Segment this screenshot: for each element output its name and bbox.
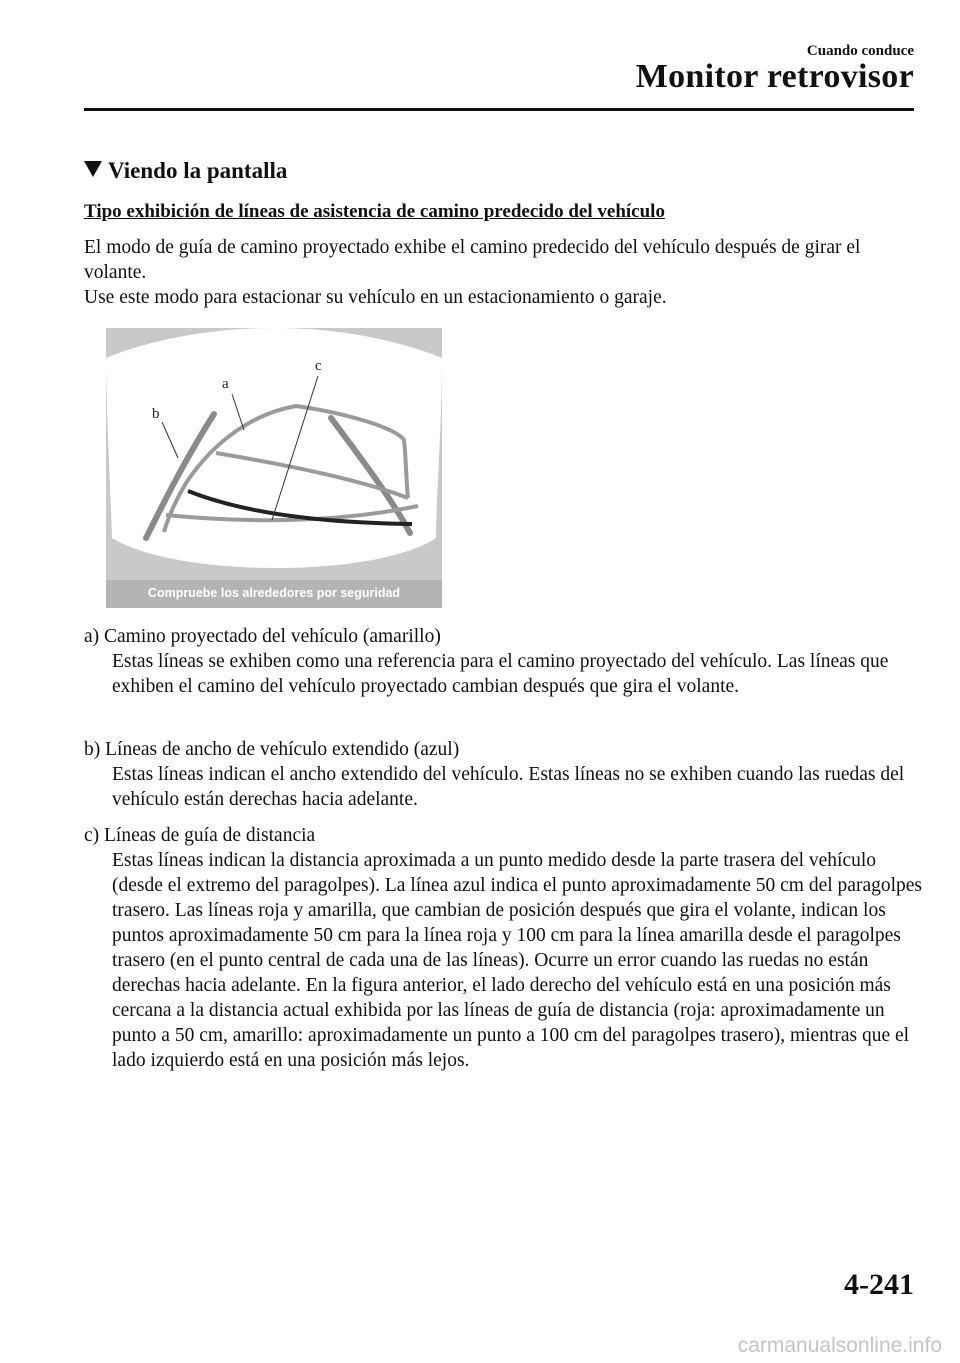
page-number: 4-241 (844, 1268, 914, 1301)
intro-paragraph-2: Use este modo para estacionar su vehículo en un estacionamiento o garaje. (84, 287, 667, 308)
triangle-bullet-icon (84, 161, 102, 177)
header-section-label: Cuando conduce (806, 43, 914, 59)
section-title (84, 158, 287, 184)
list-item-b-lead: b) Líneas de ancho de vehículo extendido (azul) (84, 739, 460, 760)
list-item-a-lead: a) Camino proyectado del vehículo (amarillo) (84, 626, 441, 647)
camera-view-area (106, 328, 442, 568)
figure-label-b: b (152, 406, 160, 422)
camera-screen-illustration (106, 328, 442, 608)
subheading: Tipo exhibición de líneas de asistencia de camino predecido del vehículo (84, 201, 665, 222)
list-item-c (84, 823, 924, 1073)
page-title: Monitor retrovisor (635, 58, 914, 95)
list-item-a-body: Estas líneas se exhiben como una referencia para el camino proyectado del vehículo. Las líneas que exhiben el camino del vehículo proyectado cambian después que gira el volante. (112, 651, 889, 697)
figure-label-a: a (222, 376, 229, 392)
figure-caption: Compruebe los alrededores por seguridad (147, 586, 401, 600)
list-item-c-body: Estas líneas indican la distancia aproximada a un punto medido desde la parte trasera del vehículo (desde el extremo del paragolpes). La línea azul indica el punto aproximadamente 50 cm del paragolpes trasero. Las líneas roja y amarilla, que cambian de posición después que gira el volante, indican los puntos aproximadamente 50 cm para la línea roja y 100 cm para la línea amarilla desde el paragolpes trasero (en el punto central de cada una de las líneas). Ocurre un error cuando las ruedas no están derechas hacia adelante. En la figura anterior, el lado derecho del vehículo está en una posición más cercana a la distancia actual exhibida por las líneas de guía de distancia (roja: aproximadamente un punto a 50 cm, amarillo: aproximadamente un punto a 100 cm del paragolpes trasero), mientras que el lado izquierdo está en una posición más lejos. (112, 850, 923, 1071)
list-item-c-lead: c) Líneas de guía de distancia (84, 825, 316, 846)
intro-paragraph-1: El modo de guía de camino proyectado exhibe el camino predecido del vehículo después de girar el volante. (84, 237, 861, 283)
section-title-text: Viendo la pantalla (108, 158, 288, 183)
list-item-a (84, 624, 924, 699)
figure-label-c: c (315, 358, 322, 374)
header-divider (84, 108, 914, 111)
list-item-b (84, 737, 924, 812)
list-item-b-body: Estas líneas indican el ancho extendido del vehículo. Estas líneas no se exhiben cuando las ruedas del vehículo están derechas hacia adelante. (112, 764, 905, 810)
rear-camera-figure (106, 328, 442, 608)
watermark: carmanualsonline.info (737, 1334, 942, 1357)
